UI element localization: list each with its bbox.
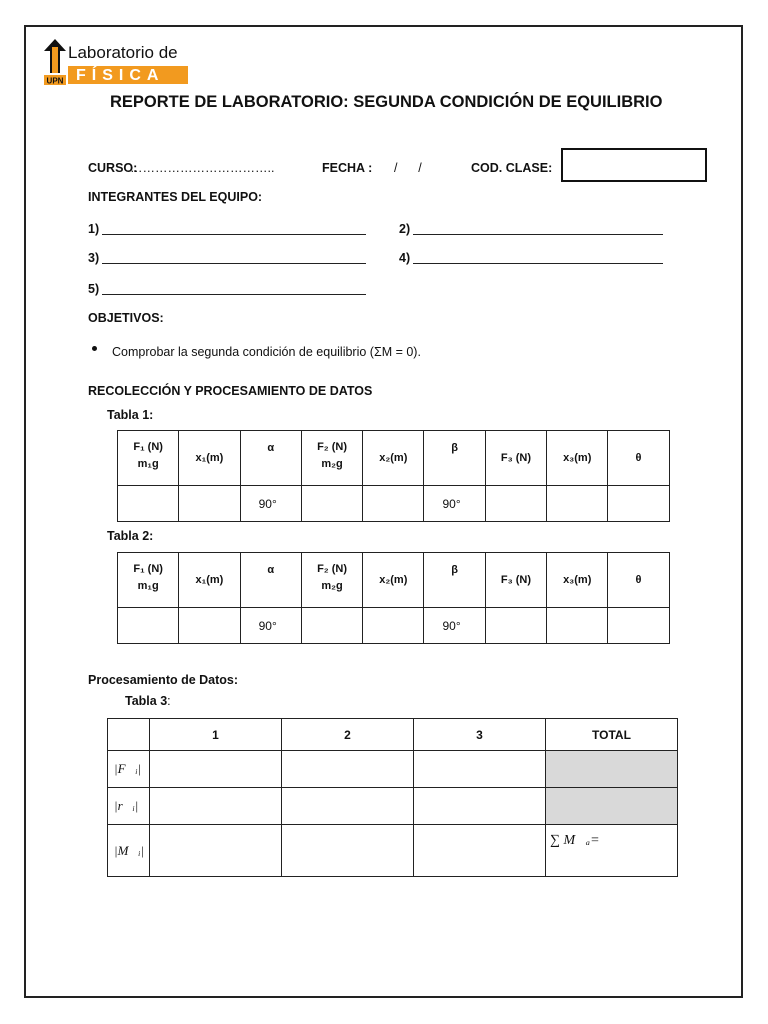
tabla2-header: F₁ (N) m₁g — [118, 553, 179, 608]
tabla3-header: TOTAL — [546, 719, 678, 751]
tabla1-header-row — [118, 431, 670, 486]
tabla2-header-row — [118, 553, 670, 608]
tabla2-header: F₃ (N) — [485, 553, 546, 608]
logo-line1: Laboratorio de — [68, 43, 178, 62]
upn-arrow-icon — [44, 39, 66, 85]
cod-clase-box[interactable] — [561, 148, 707, 182]
tabla3-cell[interactable] — [414, 751, 546, 788]
member-4-line[interactable] — [413, 263, 663, 264]
tabla3-row-moment — [108, 825, 678, 877]
tabla1-header: α — [240, 431, 301, 486]
fecha-label: FECHA : — [322, 161, 373, 175]
tabla3 — [107, 718, 678, 877]
tabla3-label: Tabla 3: — [125, 694, 171, 708]
tabla1-cell[interactable] — [301, 486, 362, 522]
tabla3-row-label: |F⃗ᵢ| — [108, 751, 150, 788]
member-3-label: 3) — [88, 251, 100, 265]
tabla1-header: x₃(m) — [547, 431, 608, 486]
tabla2-cell[interactable] — [485, 608, 546, 644]
tabla1-data-row — [118, 486, 670, 522]
tabla2-data-row — [118, 608, 670, 644]
tabla1-cell[interactable] — [118, 486, 179, 522]
tabla3-header: 3 — [414, 719, 546, 751]
tabla2-header: x₂(m) — [363, 553, 424, 608]
tabla1-header: F₃ (N) — [485, 431, 546, 486]
tabla2-cell[interactable]: 90° — [424, 608, 485, 644]
logo-line2: FÍSICA — [76, 67, 165, 84]
tabla2-cell[interactable] — [547, 608, 608, 644]
member-3-line[interactable] — [102, 263, 366, 264]
tabla1-label: Tabla 1: — [107, 408, 154, 422]
member-4-label: 4) — [399, 251, 411, 265]
bullet-icon — [92, 346, 97, 351]
tabla1-cell[interactable] — [363, 486, 424, 522]
tabla3-cell[interactable] — [414, 788, 546, 825]
member-5-line[interactable] — [102, 294, 366, 295]
cod-clase-label: COD. CLASE: — [471, 161, 553, 175]
upn-mark-label: UPN — [46, 76, 64, 85]
member-2-line[interactable] — [413, 234, 663, 235]
objetivo-item: Comprobar la segunda condición de equilibrio (ΣM = 0). — [112, 345, 421, 359]
tabla3-row-distance — [108, 788, 678, 825]
tabla2-header: α — [240, 553, 301, 608]
tabla2-cell[interactable] — [118, 608, 179, 644]
tabla1-cell[interactable] — [179, 486, 240, 522]
tabla2-cell[interactable] — [608, 608, 669, 644]
curso-dots[interactable]: …………………………….. — [130, 161, 275, 175]
tabla1-cell[interactable]: 90° — [424, 486, 485, 522]
tabla2-cell[interactable] — [363, 608, 424, 644]
tabla2-header: β — [424, 553, 485, 608]
tabla1-header: x₂(m) — [363, 431, 424, 486]
tabla2-header: x₃(m) — [547, 553, 608, 608]
tabla2-label: Tabla 2: — [107, 529, 154, 543]
objetivos-heading: OBJETIVOS: — [88, 311, 164, 325]
integrantes-label: INTEGRANTES DEL EQUIPO: — [88, 190, 263, 204]
tabla1-header: F₁ (N) m₁g — [118, 431, 179, 486]
recoleccion-heading: RECOLECCIÓN Y PROCESAMIENTO DE DATOS — [88, 384, 373, 398]
tabla2-header: θ — [608, 553, 669, 608]
tabla3-header: 1 — [150, 719, 282, 751]
tabla2-cell[interactable]: 90° — [240, 608, 301, 644]
tabla1-header: θ — [608, 431, 669, 486]
member-5-label: 5) — [88, 282, 100, 296]
member-1-line[interactable] — [102, 234, 366, 235]
tabla3-sum-moment[interactable]: ∑ M⃗ₐ= — [546, 825, 678, 877]
tabla3-cell[interactable] — [150, 751, 282, 788]
tabla3-cell[interactable] — [414, 825, 546, 877]
tabla3-row-force — [108, 751, 678, 788]
member-1-label: 1) — [88, 222, 100, 236]
report-page — [24, 25, 743, 998]
tabla1 — [117, 430, 670, 522]
tabla2-header: x₁(m) — [179, 553, 240, 608]
fecha-field[interactable]: / / — [394, 161, 422, 175]
tabla3-cell[interactable] — [150, 788, 282, 825]
tabla3-cell[interactable] — [282, 751, 414, 788]
tabla1-header: β — [424, 431, 485, 486]
tabla3-row-label: |M⃗ᵢ| — [108, 825, 150, 877]
tabla3-cell[interactable] — [150, 825, 282, 877]
tabla3-total-cell — [546, 788, 678, 825]
tabla1-cell[interactable] — [485, 486, 546, 522]
upn-lab-logo — [44, 39, 194, 87]
curso-label: CURSO: — [88, 161, 138, 175]
page-title: REPORTE DE LABORATORIO: SEGUNDA CONDICIÓN DE EQUILIBRIO — [110, 93, 663, 111]
procesamiento-heading: Procesamiento de Datos: — [88, 673, 239, 687]
tabla3-header-row — [108, 719, 678, 751]
tabla1-cell[interactable] — [608, 486, 669, 522]
tabla1-cell[interactable]: 90° — [240, 486, 301, 522]
tabla3-total-cell — [546, 751, 678, 788]
tabla2-header: F₂ (N) m₂g — [301, 553, 362, 608]
tabla2 — [117, 552, 670, 644]
tabla3-header: 2 — [282, 719, 414, 751]
tabla1-cell[interactable] — [547, 486, 608, 522]
tabla2-cell[interactable] — [301, 608, 362, 644]
tabla1-header: x₁(m) — [179, 431, 240, 486]
tabla1-header: F₂ (N) m₂g — [301, 431, 362, 486]
member-2-label: 2) — [399, 222, 411, 236]
tabla3-cell[interactable] — [282, 788, 414, 825]
tabla3-cell[interactable] — [282, 825, 414, 877]
tabla3-row-label: |r⃗ᵢ| — [108, 788, 150, 825]
tabla3-header — [108, 719, 150, 751]
tabla2-cell[interactable] — [179, 608, 240, 644]
